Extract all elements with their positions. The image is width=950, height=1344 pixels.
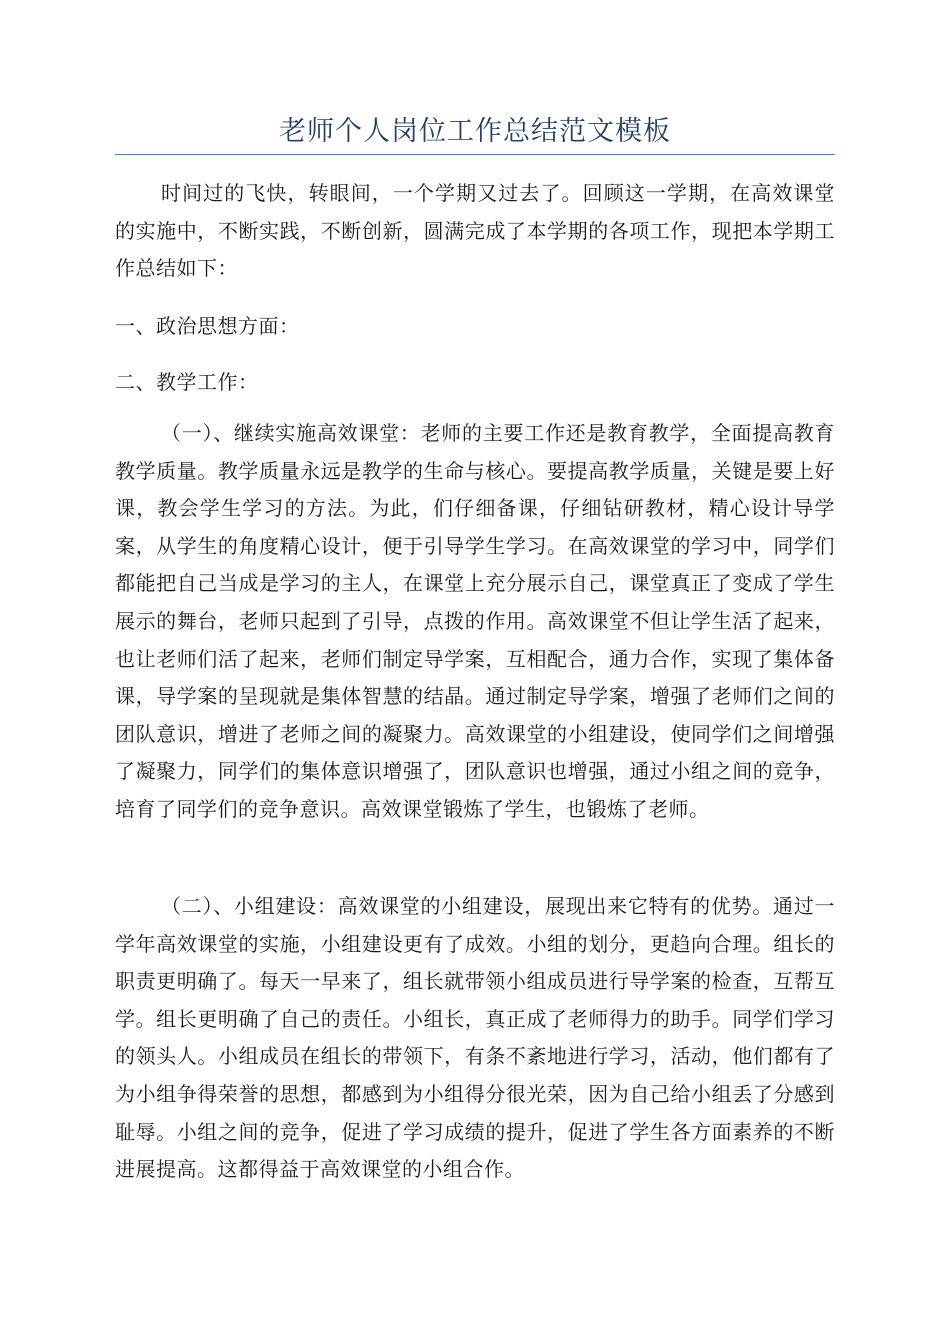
intro-paragraph: 时间过的飞快，转眼间，一个学期又过去了。回顾这一学期，在高效课堂的实施中，不断实践，不断创新，圆满完成了本学期的各项工作，现把本学期工作总结如下： — [115, 181, 835, 281]
section-heading-politics: 一、政治思想方面： — [115, 314, 300, 338]
title-underline — [115, 154, 835, 155]
document-title: 老师个人岗位工作总结范文模板 — [279, 116, 671, 147]
paragraph-group-building: （二）、小组建设：高效课堂的小组建设，展现出来它特有的优势。通过一学年高效课堂的实施，小组建设更有了成效。小组的划分，更趋向合理。组长的职责更明确了。每天一早来了，组长就带领小组成员进行导学案的检查，互帮互学。组长更明确了自己的责任。小组长，真正成了老师得力的助手。同学们学习的领头人。小组成员在组长的带领下，有条不紊地进行学习，活动，他们都有了为小组争得荣誉的思想，都感到为小组得分很光荣，因为自己给小组丢了分感到耻辱。小组之间的竞争，促进了学习成绩的提升，促进了学生各方面素养的不断进展提高。这都得益于高效课堂的小组合作。 — [115, 894, 835, 1182]
paragraph-efficient-classroom: （一）、继续实施高效课堂：老师的主要工作还是教育教学，全面提高教育教学质量。教学质量永远是教学的生命与核心。要提高教学质量，关键是要上好课，教会学生学习的方法。为此，们仔细备课，仔细钻研教材，精心设计导学案，从学生的角度精心设计，便于引导学生学习。在高效课堂的学习中，同学们都能把自己当成是学习的主人，在课堂上充分展示自己，课堂真正了变成了学生展示的舞台，老师只起到了引导，点拨的作用。高效课堂不但让学生活了起来，也让老师们活了起来，老师们制定导学案，互相配合，通力合作，实现了集体备课，导学案的呈现就是集体智慧的结晶。通过制定导学案，增强了老师们之间的团队意识，增进了老师之间的凝聚力。高效课堂的小组建设，使同学们之间增强了凝聚力，同学们的集体意识增强了，团队意识也增强，通过小组之间的竞争，培育了同学们的竞争意识。高效课堂锻炼了学生，也锻炼了老师。 — [115, 421, 835, 821]
section-heading-teaching: 二、教学工作： — [115, 370, 259, 394]
